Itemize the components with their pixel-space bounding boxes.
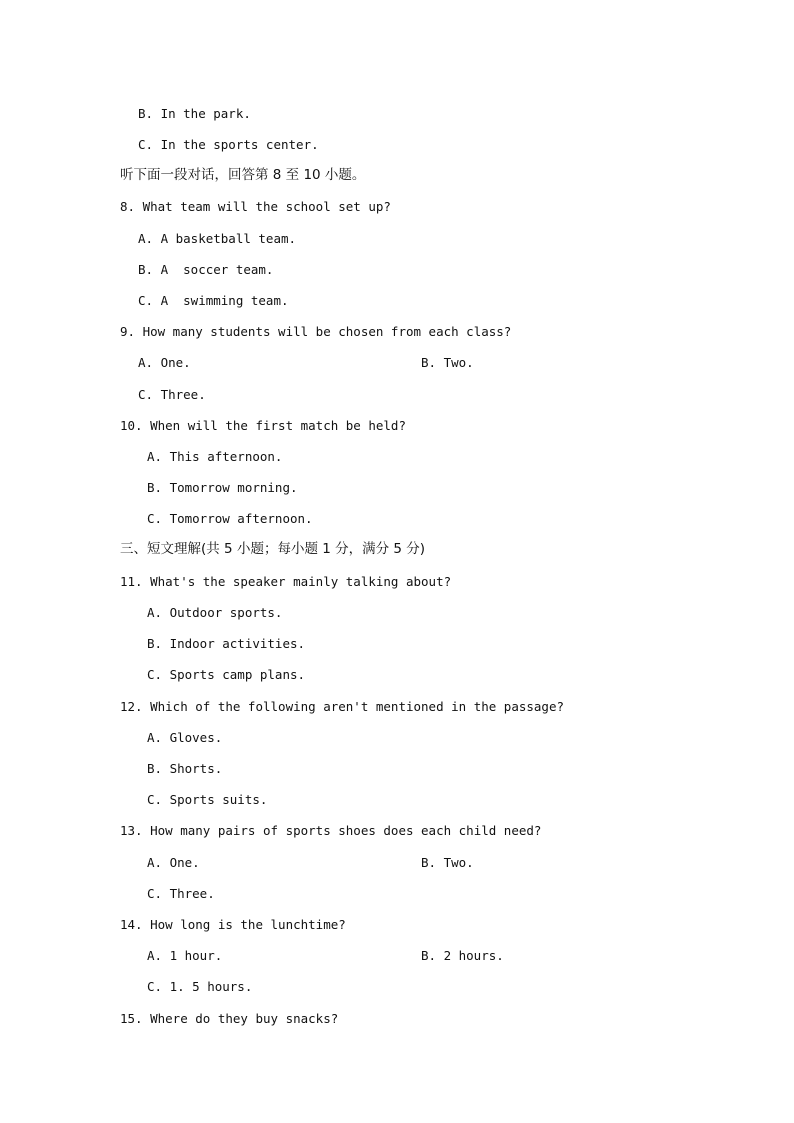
option-12c: C. Sports suits. [147,792,268,807]
question-8: 8. What team will the school set up? [120,199,391,214]
option-9a: A. One. [138,355,191,370]
option-8b: B. A soccer team. [138,262,274,277]
section-heading: 三、短文理解(共 5 小题；每小题 1 分，满分 5 分) [120,541,426,557]
option-10b: B. Tomorrow morning. [147,480,298,495]
option-10a: A. This afternoon. [147,449,283,464]
question-10: 10. When will the first match be held? [120,418,406,433]
option-13a: A. One. [147,855,200,870]
option-9c: C. Three. [138,387,206,402]
option-14c: C. 1. 5 hours. [147,979,253,994]
option-8c: C. A swimming team. [138,293,289,308]
option-13b: B. Two. [421,855,474,870]
question-9: 9. How many students will be chosen from each class? [120,324,512,339]
question-11: 11. What's the speaker mainly talking about? [120,574,452,589]
option-11b: B. Indoor activities. [147,636,306,651]
option-9b: B. Two. [421,355,474,370]
option-11a: A. Outdoor sports. [147,605,283,620]
option-13c: C. Three. [147,886,215,901]
section-instruction: 听下面一段对话，回答第 8 至 10 小题。 [120,167,366,183]
option-14b: B. 2 hours. [421,948,504,963]
option-7c: C. In the sports center. [138,137,319,152]
option-14a: A. 1 hour. [147,948,223,963]
option-7b: B. In the park. [138,106,251,121]
option-12a: A. Gloves. [147,730,223,745]
option-12b: B. Shorts. [147,761,223,776]
question-12: 12. Which of the following aren't mentioned in the passage? [120,699,565,714]
option-8a: A. A basketball team. [138,231,297,246]
question-13: 13. How many pairs of sports shoes does each child need? [120,823,542,838]
option-10c: C. Tomorrow afternoon. [147,511,313,526]
option-11c: C. Sports camp plans. [147,667,306,682]
question-14: 14. How long is the lunchtime? [120,917,346,932]
question-15: 15. Where do they buy snacks? [120,1011,339,1026]
